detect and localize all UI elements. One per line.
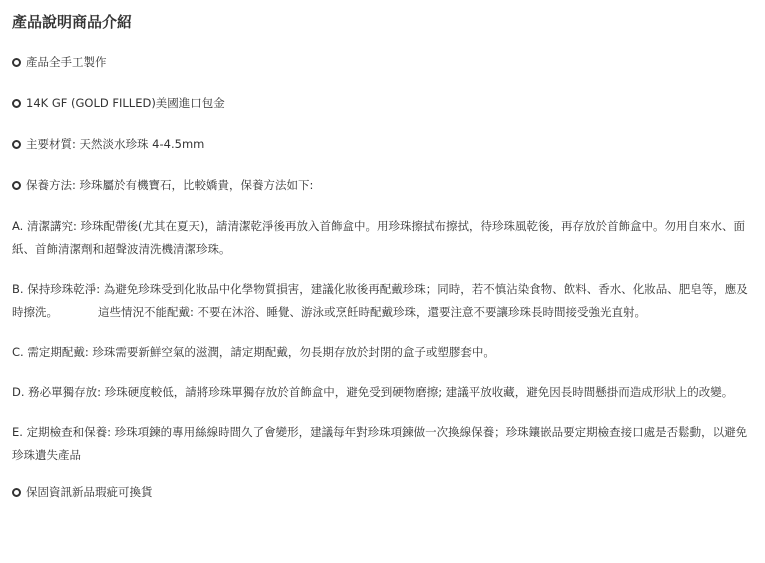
circle-bullet-icon xyxy=(12,181,21,190)
circle-bullet-icon xyxy=(12,488,21,497)
circle-bullet-icon xyxy=(12,140,21,149)
bullet-care-method xyxy=(12,177,751,193)
care-item-c: C. 需定期配戴: 珍珠需要新鮮空氣的滋潤，請定期配戴，勿長期存放於封閉的盒子或塑膠套中。 xyxy=(12,345,495,359)
care-item-b-part2: 這些情況不能配戴: 不要在沐浴、睡覺、游泳或烹飪時配戴珍珠，還要注意不要讓珍珠長時間接受強光直射。 xyxy=(98,305,647,319)
bullet-text: 主要材質: 天然淡水珍珠 4-4.5mm xyxy=(26,137,205,151)
care-item-e: E. 定期檢查和保養: 珍珠項鍊的專用絲線時間久了會變形，建議每年對珍珠項鍊做一次換線保養；珍珠鑲嵌品要定期檢查接口處是否鬆動，以避免珍珠遺失產品 xyxy=(12,425,748,462)
bullet-warranty xyxy=(12,484,751,500)
care-item-b xyxy=(12,278,751,324)
bullet-gold-filled xyxy=(12,95,751,111)
bullet-material xyxy=(12,136,751,152)
bullet-text: 14K GF (GOLD FILLED)美國進口包金 xyxy=(26,96,225,110)
bullet-text: 產品全手工製作 xyxy=(26,55,107,69)
circle-bullet-icon xyxy=(12,58,21,67)
bullet-handmade xyxy=(12,54,751,70)
bullet-text: 保養方法: 珍珠屬於有機寶石，比較嬌貴，保養方法如下: xyxy=(26,178,314,192)
bullet-text: 保固資訊新品瑕疵可換貨 xyxy=(26,485,153,499)
care-item-d: D. 務必單獨存放: 珍珠硬度較低，請將珍珠單獨存放於首飾盒中，避免受到硬物磨擦; 建議平放收藏，避免因長時間懸掛而造成形狀上的改變。 xyxy=(12,385,734,399)
care-item-b-part1: B. 保持珍珠乾淨: 為避免珍珠受到化妝品中化學物質損害，建議化妝後再配戴珍珠；同時，若不慎沾染食物、飲料、香水、化妝品、肥皂等，應及時擦洗。 xyxy=(12,282,748,319)
circle-bullet-icon xyxy=(12,99,21,108)
care-item-a: A. 清潔講究: 珍珠配帶後(尤其在夏天)，請清潔乾淨後再放入首飾盒中。用珍珠擦拭布擦拭，待珍珠風乾後，再存放於首飾盒中。勿用自來水、面紙、首飾清潔劑和超聲波清洗機清潔珍珠。 xyxy=(12,219,745,256)
page-title: 產品說明商品介紹 xyxy=(12,13,133,31)
